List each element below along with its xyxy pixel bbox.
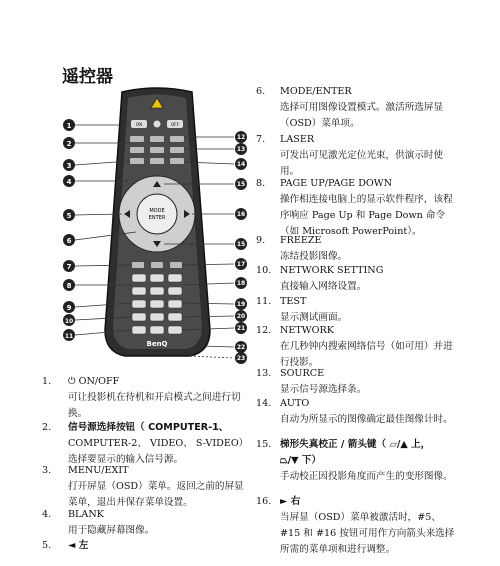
item-desc: 冻结投影图像。 xyxy=(280,251,348,262)
item-head: TEST xyxy=(280,296,307,307)
item-desc: 显示测试画面。 xyxy=(280,312,348,323)
item-num: 1. xyxy=(42,376,52,387)
item-num: 10. xyxy=(256,265,272,276)
callout-5: 5 xyxy=(66,212,72,220)
item-num: 14. xyxy=(256,398,272,409)
item-num: 15. xyxy=(256,439,272,450)
item-num: 11. xyxy=(256,296,272,307)
on-label: ON xyxy=(135,122,143,127)
callout-10: 10 xyxy=(64,318,74,325)
item-num: 12. xyxy=(256,325,272,336)
item-desc: 直接输入网络设置。 xyxy=(280,281,367,292)
item-head: ► 右 xyxy=(280,496,301,507)
item-desc: 当屏显（OSD）菜单被激活时，#5、#15 和 #16 按钮可用作方向箭头来选择所需的菜单项和进行调整。 xyxy=(280,512,455,555)
item-num: 3. xyxy=(42,465,52,476)
callout-22: 22 xyxy=(236,344,246,351)
item-num: 8. xyxy=(256,178,266,189)
item-num: 13. xyxy=(256,368,272,379)
callout-6: 6 xyxy=(66,237,72,245)
item-head-cont: COMPUTER-2、 VIDEO、 S-VIDEO） xyxy=(68,438,249,449)
item-head: FREEZE xyxy=(280,235,322,246)
item-num: 2. xyxy=(42,422,52,433)
item-head: LASER xyxy=(280,134,315,145)
item-desc: 打开屏显（OSD）菜单。返回之前的屏显菜单，退出并保存菜单设置。 xyxy=(68,481,244,508)
callout-23: 23 xyxy=(236,355,246,362)
callout-12: 12 xyxy=(236,134,246,141)
item-desc: 手动校正因投影角度而产生的变形图像。 xyxy=(280,471,453,482)
item-num: 5. xyxy=(42,540,52,551)
item-head: BLANK xyxy=(68,509,104,520)
item-head-cont: ⏢/▼ 下） xyxy=(280,455,322,466)
item-desc: 可发出可见激光定位光束，供演示时使用。 xyxy=(280,150,444,177)
callout-2: 2 xyxy=(66,140,72,148)
callout-9: 9 xyxy=(66,304,72,312)
callout-14: 14 xyxy=(236,161,246,168)
item-num: 16. xyxy=(256,496,272,507)
callout-13: 13 xyxy=(236,146,246,153)
callout-21: 21 xyxy=(236,325,246,332)
item-head: 信号源选择按钮（ COMPUTER-1、 xyxy=(68,422,229,433)
page-title: 遥控器 xyxy=(62,67,113,87)
item-desc: 可让投影机在待机和开启模式之间进行切换。 xyxy=(68,392,241,419)
item-head: MODE/ENTER xyxy=(280,86,352,97)
item-head: NETWORK SETTING xyxy=(280,265,384,276)
item-desc: 在几秒钟内搜索网络信号（如可用）并进行投影。 xyxy=(280,341,453,368)
off-label: OFF xyxy=(171,122,179,127)
item-num: 9. xyxy=(256,235,266,246)
callout-8: 8 xyxy=(66,282,72,290)
item-head: ⏻ ON/OFF xyxy=(68,376,120,387)
callout-11: 11 xyxy=(64,333,74,340)
callout-4: 4 xyxy=(66,178,72,186)
callout-17: 17 xyxy=(236,261,246,268)
item-desc: 显示信号源选择条。 xyxy=(280,384,367,395)
item-desc: 自动为所显示的图像确定最佳图像计时。 xyxy=(280,414,453,425)
item-desc: 选择要显示的输入信号源。 xyxy=(68,454,184,465)
item-head: NETWORK xyxy=(280,325,334,336)
item-num: 4. xyxy=(42,509,52,520)
enter-label: ENTER xyxy=(148,215,166,221)
item-desc: 用于隐藏屏幕图像。 xyxy=(68,525,155,536)
callout-3: 3 xyxy=(66,162,72,170)
item-head: AUTO xyxy=(280,398,310,409)
callout-15a: 15 xyxy=(236,181,246,188)
brand-logo: BenQ xyxy=(146,340,168,348)
item-head: SOURCE xyxy=(280,368,325,379)
callout-18: 18 xyxy=(236,280,246,287)
mode-label: MODE xyxy=(149,208,165,214)
item-head: PAGE UP/PAGE DOWN xyxy=(280,178,393,189)
callout-19: 19 xyxy=(236,301,246,308)
item-num: 6. xyxy=(256,86,266,97)
callout-16: 16 xyxy=(236,211,246,218)
item-num: 7. xyxy=(256,134,266,145)
item-desc: 选择可用图像设置模式。激活所选屏显（OSD）菜单项。 xyxy=(280,102,444,129)
item-head: MENU/EXIT xyxy=(68,465,129,476)
callout-20: 20 xyxy=(236,313,246,320)
callout-7: 7 xyxy=(66,263,72,271)
laser-button xyxy=(154,121,161,128)
callout-1: 1 xyxy=(66,122,72,130)
item-head: ◄ 左 xyxy=(68,540,89,551)
callout-15b: 15 xyxy=(236,241,246,248)
mode-enter-button xyxy=(137,194,177,234)
item-desc: 操作相连接电脑上的显示软件程序，该程序响应 Page Up 和 Page Down 命令（如 Microsoft PowerPoint）。 xyxy=(280,194,453,237)
item-head: 梯形失真校正 / 箭头键（ ▱/▲ 上， xyxy=(280,439,431,450)
